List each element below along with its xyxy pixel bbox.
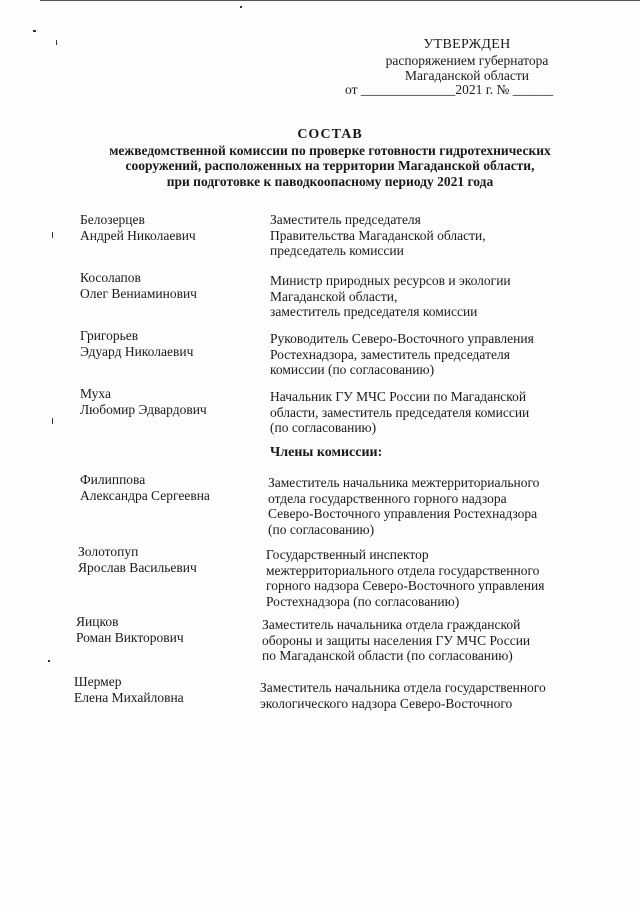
approval-date-line: от ______________2021 г. № ______ xyxy=(345,82,554,97)
person-surname: Шермер xyxy=(74,674,122,689)
person-name xyxy=(78,544,197,575)
person-given-name: Роман Викторович xyxy=(76,629,184,645)
role-line: заместитель председателя комиссии xyxy=(270,304,478,319)
approval-block xyxy=(345,37,567,97)
approval-heading: УТВЕРЖДЕН xyxy=(423,37,511,52)
person-name xyxy=(74,674,184,705)
role-line: комиссии (по согласованию) xyxy=(270,362,435,377)
role-line: Заместитель начальника межтерриториального xyxy=(268,475,540,490)
person-surname: Григорьев xyxy=(80,328,139,343)
person-given-name: Андрей Николаевич xyxy=(80,227,196,243)
scan-speck xyxy=(52,232,53,238)
role-line: (по согласованию) xyxy=(268,521,375,537)
person-name xyxy=(80,212,196,243)
person-role xyxy=(260,680,546,711)
role-line: Руководитель Северо-Восточного управления xyxy=(270,331,534,346)
scan-edge-line xyxy=(40,0,640,1)
person-given-name: Ярослав Васильевич xyxy=(78,559,197,575)
role-line: Правительства Магаданской области, xyxy=(270,227,486,243)
person-surname: Муха xyxy=(80,386,111,401)
title-line-4: при подготовке к паводкоопасному периоду 2021 года xyxy=(166,173,494,189)
role-line: председатель комиссии xyxy=(270,243,404,258)
role-line: Министр природных ресурсов и экологии xyxy=(270,273,511,288)
title-line-1: СОСТАВ xyxy=(297,127,363,142)
person-role xyxy=(262,617,530,664)
person-role xyxy=(270,331,534,378)
person-role xyxy=(266,547,544,609)
approval-line-2: Магаданской области xyxy=(405,68,529,83)
person-role xyxy=(270,389,529,436)
person-given-name: Олег Вениаминович xyxy=(80,285,197,301)
role-line: Заместитель начальника отдела государственного xyxy=(260,680,546,695)
role-line: межтерриториального отдела государственного xyxy=(266,562,540,578)
person-surname: Косолапов xyxy=(80,270,141,285)
person-name xyxy=(80,270,197,301)
role-line: Ростехнадзора, заместитель председателя xyxy=(270,346,510,362)
person-name xyxy=(80,386,207,417)
scan-speck xyxy=(240,6,242,8)
document-title xyxy=(60,127,600,189)
person-given-name: Елена Михайловна xyxy=(74,689,184,705)
role-line: Заместитель председателя xyxy=(270,212,421,227)
role-line: Заместитель начальника отдела гражданской xyxy=(262,617,521,632)
role-line: Государственный инспектор xyxy=(266,547,429,562)
scan-speck xyxy=(52,418,53,424)
person-given-name: Любомир Эдвардович xyxy=(80,401,207,417)
title-line-3: сооружений, расположенных на территории Магаданской области, xyxy=(125,158,535,173)
role-line: обороны и защиты населения ГУ МЧС России xyxy=(262,632,531,648)
person-given-name: Александра Сергеевна xyxy=(80,487,210,503)
role-line: экологического надзора Северо-Восточного xyxy=(260,695,513,711)
person-role xyxy=(270,273,511,320)
role-line: Северо-Восточного управления Ростехнадзора xyxy=(268,506,538,521)
person-name xyxy=(76,614,184,645)
role-line: по Магаданской области (по согласованию) xyxy=(262,648,513,663)
scan-speck xyxy=(33,30,36,32)
person-surname: Филиппова xyxy=(80,472,146,487)
members-heading: Члены комиссии: xyxy=(270,445,383,460)
role-line: области, заместитель председателя комиссии xyxy=(270,404,530,420)
role-line: отдела государственного горного надзора xyxy=(268,490,507,506)
role-line: (по согласованию) xyxy=(270,420,377,435)
scan-speck xyxy=(48,660,50,662)
person-role xyxy=(270,212,486,259)
person-given-name: Эдуард Николаевич xyxy=(80,343,194,359)
role-line: горного надзора Северо-Восточного управления xyxy=(266,578,545,593)
person-surname: Золотопуп xyxy=(78,544,139,559)
person-surname: Белозерцев xyxy=(80,212,145,227)
approval-line-1: распоряжением губернатора xyxy=(385,53,549,68)
title-line-2: межведомственной комиссии по проверке готовности гидротехнических xyxy=(109,142,551,158)
person-surname: Яицков xyxy=(76,614,119,629)
role-line: Магаданской области, xyxy=(270,288,398,304)
person-role xyxy=(268,475,539,537)
scan-speck xyxy=(56,40,57,45)
person-name xyxy=(80,472,210,503)
person-name xyxy=(80,328,193,359)
role-line: Ростехнадзора (по согласованию) xyxy=(266,593,460,609)
role-line: Начальник ГУ МЧС России по Магаданской xyxy=(270,389,527,404)
